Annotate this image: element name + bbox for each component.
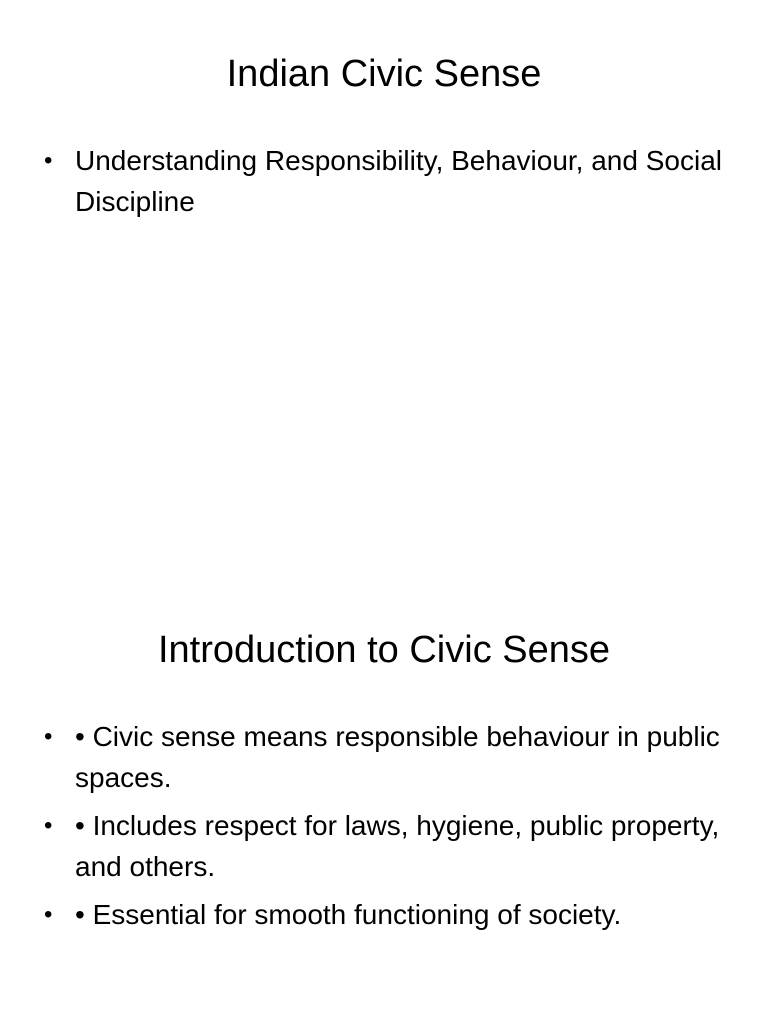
bullet-marker: • bbox=[44, 147, 53, 174]
bullet-marker: • bbox=[44, 723, 53, 750]
bullet-list bbox=[0, 140, 768, 229]
bullet-item bbox=[0, 894, 768, 935]
bullet-text: • Essential for smooth functioning of society. bbox=[75, 899, 622, 930]
bullet-text: • Includes respect for laws, hygiene, public property, and others. bbox=[75, 810, 720, 882]
bullet-item bbox=[0, 140, 768, 222]
bullet-text: Understanding Responsibility, Behaviour, and Social Discipline bbox=[75, 145, 722, 217]
bullet-marker: • bbox=[44, 812, 53, 839]
slide-2 bbox=[0, 576, 768, 1024]
bullet-item bbox=[0, 805, 768, 887]
bullet-text: • Civic sense means responsible behaviour in public spaces. bbox=[75, 721, 720, 793]
bullet-marker: • bbox=[44, 901, 53, 928]
slide-title: Indian Civic Sense bbox=[226, 53, 542, 95]
bullet-list bbox=[0, 716, 768, 942]
slide-title: Introduction to Civic Sense bbox=[157, 629, 610, 671]
bullet-item bbox=[0, 716, 768, 798]
